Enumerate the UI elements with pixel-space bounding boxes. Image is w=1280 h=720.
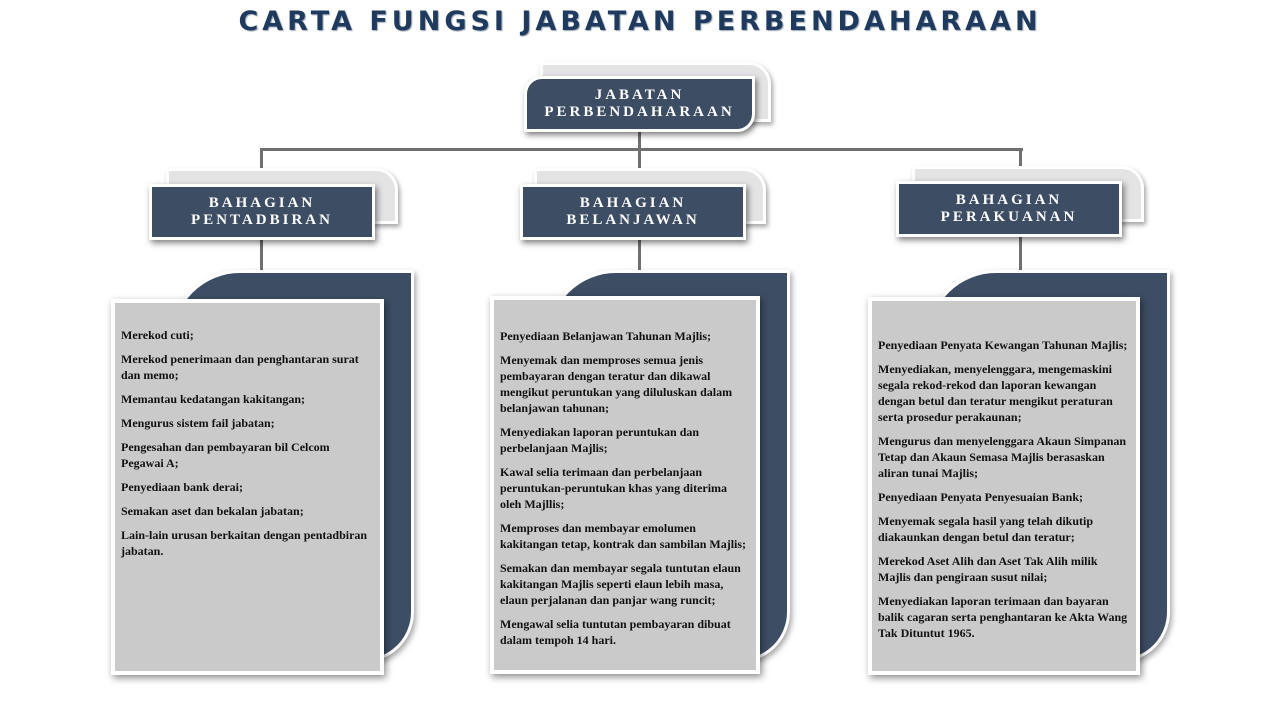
function-item: Semakan aset dan bekalan jabatan; bbox=[121, 504, 304, 518]
function-item: Memantau kedatangan kakitangan; bbox=[121, 392, 306, 406]
division-belanjawan-line2: BELANJAWAN bbox=[566, 212, 700, 228]
division-pentadbiran-header bbox=[149, 184, 375, 240]
function-item: Memproses dan membayar emolumen kakitangan tetap, kontrak dan sambilan Majlis; bbox=[500, 521, 747, 551]
connector-root-down bbox=[638, 130, 641, 150]
division-perakuanan-functions bbox=[868, 297, 1140, 675]
division-belanjawan-functions bbox=[490, 296, 760, 674]
connector-right-to-list bbox=[1019, 236, 1022, 273]
function-item: Menyediakan, menyelenggara, mengemaskini segala rekod-rekod dan laporan kewangan dengan betul dan teratur mengikut peraturan serta prosedur perakaunan; bbox=[878, 362, 1113, 424]
function-item: Menyediakan laporan terimaan dan bayaran balik cagaran serta penghantaran ke Akta Wang Tak Dituntut 1965. bbox=[878, 594, 1128, 640]
root-node-line2: PERBENDAHARAAN bbox=[544, 104, 735, 120]
root-node bbox=[524, 76, 755, 132]
division-perakuanan-header bbox=[896, 181, 1122, 237]
function-item: Merekod cuti; bbox=[121, 328, 194, 342]
function-item: Lain-lain urusan berkaitan dengan pentadbiran jabatan. bbox=[121, 528, 368, 558]
function-item: Pengesahan dan pembayaran bil Celcom Pegawai A; bbox=[121, 440, 330, 470]
connector-center-to-list bbox=[638, 238, 641, 271]
function-item: Mengurus sistem fail jabatan; bbox=[121, 416, 275, 430]
function-item: Mengurus dan menyelenggara Akaun Simpanan Tetap dan Akaun Semasa Majlis berasaskan aliran tunai Majlis; bbox=[878, 434, 1127, 480]
function-item: Penyediaan Belanjawan Tahunan Majlis; bbox=[500, 329, 712, 343]
division-perakuanan-line1: BAHAGIAN bbox=[955, 192, 1063, 208]
function-item: Penyediaan Penyata Kewangan Tahunan Majlis; bbox=[878, 338, 1128, 352]
function-item: Menyemak dan memproses semua jenis pembayaran dengan teratur dan dikawal mengikut peruntukan yang diluluskan dalam belanjawan tahunan; bbox=[500, 353, 733, 415]
function-item: Semakan dan membayar segala tuntutan elaun kakitangan Majlis seperti elaun lebih masa, elaun perjalanan dan panjar wang runcit; bbox=[500, 561, 741, 607]
function-item: Kawal selia terimaan dan perbelanjaan peruntukan-peruntukan khas yang diterima oleh Majllis; bbox=[500, 465, 728, 511]
function-item: Menyemak segala hasil yang telah dikutip diakaunkan dengan betul dan teratur; bbox=[878, 514, 1094, 544]
function-item: Menyediakan laporan peruntukan dan perbelanjaan Majlis; bbox=[500, 425, 700, 455]
division-pentadbiran-functions bbox=[111, 299, 384, 675]
division-belanjawan-header bbox=[520, 184, 746, 240]
connector-left-to-list bbox=[260, 238, 263, 273]
root-node-line1: JABATAN bbox=[594, 87, 685, 103]
function-item: Penyediaan bank derai; bbox=[121, 480, 244, 494]
division-pentadbiran-line1: BAHAGIAN bbox=[208, 195, 316, 211]
function-list-perakuanan bbox=[878, 337, 1130, 641]
connector-horizontal bbox=[260, 148, 1023, 151]
function-item: Merekod Aset Alih dan Aset Tak Alih milik Majlis dan pengiraan susut nilai; bbox=[878, 554, 1098, 584]
chart-title: CARTA FUNGSI JABATAN PERBENDAHARAAN bbox=[238, 6, 1042, 37]
function-item: Merekod penerimaan dan penghantaran surat dan memo; bbox=[121, 352, 359, 382]
function-list-pentadbiran bbox=[121, 327, 374, 559]
function-list-belanjawan bbox=[500, 328, 750, 648]
function-item: Penyediaan Penyata Penyesuaian Bank; bbox=[878, 490, 1084, 504]
division-pentadbiran-line2: PENTADBIRAN bbox=[191, 212, 333, 228]
division-perakuanan-line2: PERAKUANAN bbox=[940, 209, 1078, 225]
function-item: Mengawal selia tuntutan pembayaran dibuat dalam tempoh 14 hari. bbox=[500, 617, 731, 647]
division-belanjawan-line1: BAHAGIAN bbox=[579, 195, 687, 211]
